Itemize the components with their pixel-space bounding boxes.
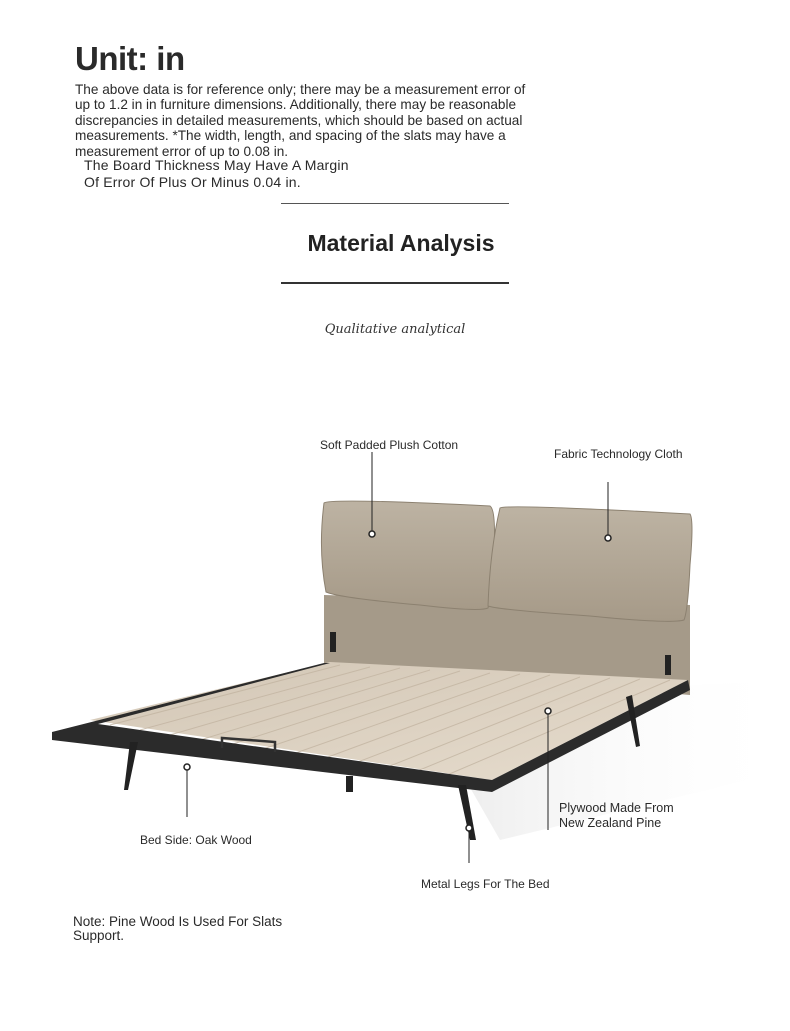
callout-metal-legs: Metal Legs For The Bed (421, 877, 550, 891)
measurement-disclaimer: The above data is for reference only; there may be a measurement error of up to 1.2 in in furniture dimensions. Additionally, there may be reasonable discrepancies in detailed measurements, which should be based on actual measurements. *The width, length, and spacing of the slats may have a measurement error of up to 0.08 in. (75, 82, 526, 159)
section-title: Material Analysis (307, 230, 495, 256)
right-cushion (488, 507, 692, 621)
leg-front-left (124, 742, 138, 790)
left-cushion (321, 501, 494, 609)
callout-plywood (559, 801, 674, 831)
callout-plywood-line-2: New Zealand Pine (559, 816, 662, 830)
divider-top (281, 203, 509, 204)
divider-bottom (281, 282, 509, 284)
leg-center (346, 776, 353, 792)
slats-note-line-1: Note: Pine Wood Is Used For Slats (73, 914, 283, 929)
callout-bed-side: Bed Side: Oak Wood (140, 833, 252, 847)
board-note-line-2: Of Error Of Plus Or Minus 0.04 in. (84, 174, 301, 190)
script-subtitle-text: Qualitative analytical (325, 322, 465, 337)
board-thickness-note (84, 157, 384, 191)
script-subtitle (325, 305, 465, 350)
unit-title: Unit: in (75, 40, 185, 77)
bracket-left (330, 632, 336, 652)
bracket-right (665, 655, 671, 675)
slats-note (73, 915, 333, 942)
slats-note-line-2: Support. (73, 927, 125, 943)
callout-fabric-cloth: Fabric Technology Cloth (554, 447, 683, 461)
callout-plywood-line-1: Plywood Made From (559, 801, 674, 815)
callout-soft-padded: Soft Padded Plush Cotton (320, 438, 459, 452)
board-note-line-1: The Board Thickness May Have A Margin (84, 157, 349, 173)
bed-illustration (0, 380, 790, 940)
